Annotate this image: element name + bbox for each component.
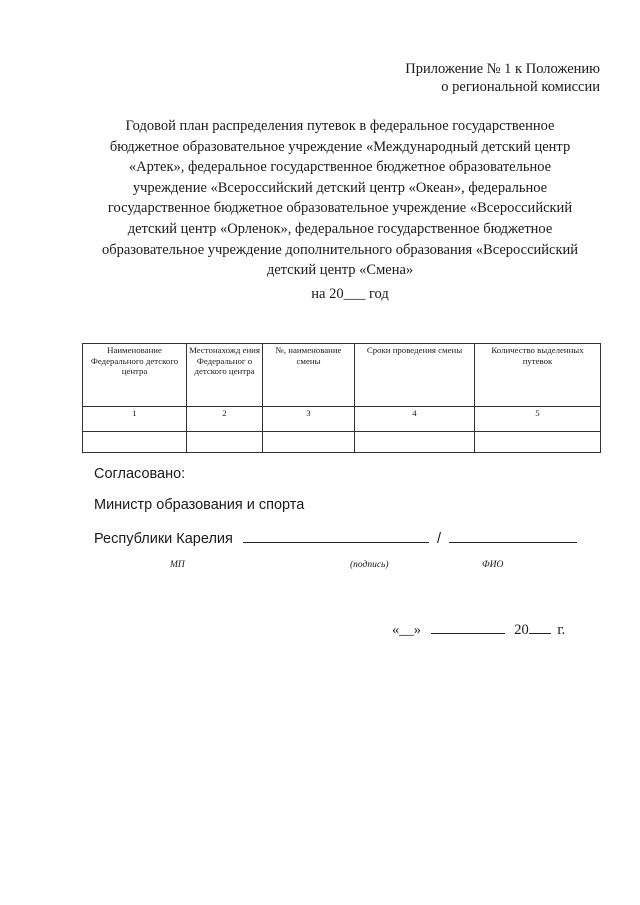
fio-blank xyxy=(449,528,577,543)
title-line: учреждение «Всероссийский детский центр «Океан», федеральное xyxy=(132,179,548,196)
header-shift-name: №, наименование смены xyxy=(263,344,355,407)
annex-line-1: Приложение № 1 к Положению xyxy=(405,61,600,77)
date-suffix: г. xyxy=(557,622,566,638)
table-cell xyxy=(355,432,475,453)
signature-slash: / xyxy=(436,531,441,547)
header-voucher-count: Количество выделенных путевок xyxy=(475,344,601,407)
annex-line-2: о региональной комиссии xyxy=(441,79,600,95)
header-center-name: Наименование Федерального детского центра xyxy=(83,344,187,407)
title-line: государственное бюджетное образовательное учреждение «Всероссийский xyxy=(107,200,573,217)
title-line: бюджетное образовательное учреждение «Международный детский центр xyxy=(109,138,571,155)
date-line xyxy=(392,619,565,639)
title-line: «Артек», федеральное государственное бюджетное образовательное xyxy=(128,159,552,176)
document-title xyxy=(80,116,600,281)
date-year-prefix: 20 xyxy=(514,622,529,638)
header-shift-dates: Сроки проведения смены xyxy=(355,344,475,407)
column-number: 4 xyxy=(355,407,475,432)
column-number: 3 xyxy=(263,407,355,432)
date-month-blank xyxy=(431,619,505,634)
date-year-blank xyxy=(529,619,551,634)
table-row xyxy=(83,432,601,453)
signature-blank xyxy=(243,528,429,543)
republic-label: Республики Карелия xyxy=(94,531,233,547)
title-line: детский центр «Орленок», федеральное государственное бюджетное xyxy=(127,220,553,237)
title-line: образовательное учреждение дополнительного образования «Всероссийский xyxy=(101,241,579,258)
signature-label: (подпись) xyxy=(350,560,389,570)
table-cell xyxy=(83,432,187,453)
column-number: 2 xyxy=(187,407,263,432)
plan-year: на 20___ год xyxy=(311,286,389,302)
distribution-table xyxy=(82,343,601,453)
table-cell xyxy=(475,432,601,453)
agreed-label: Согласовано: xyxy=(94,466,186,482)
table-row xyxy=(83,407,601,432)
title-line: Годовой план распределения путевок в федеральное государственное xyxy=(125,118,555,134)
table-cell xyxy=(263,432,355,453)
title-line: детский центр «Смена» xyxy=(266,262,414,279)
fio-label: ФИО xyxy=(482,560,504,570)
table-header-row xyxy=(83,344,601,407)
seal-label: МП xyxy=(170,560,185,570)
table-cell xyxy=(187,432,263,453)
column-number: 1 xyxy=(83,407,187,432)
minister-title: Министр образования и спорта xyxy=(94,497,305,513)
signature-line xyxy=(94,528,574,547)
header-center-location: Местонахожд ения Федеральног о детского центра xyxy=(187,344,263,407)
annex-reference xyxy=(300,60,600,96)
date-day: «__» xyxy=(392,622,421,638)
column-number: 5 xyxy=(475,407,601,432)
